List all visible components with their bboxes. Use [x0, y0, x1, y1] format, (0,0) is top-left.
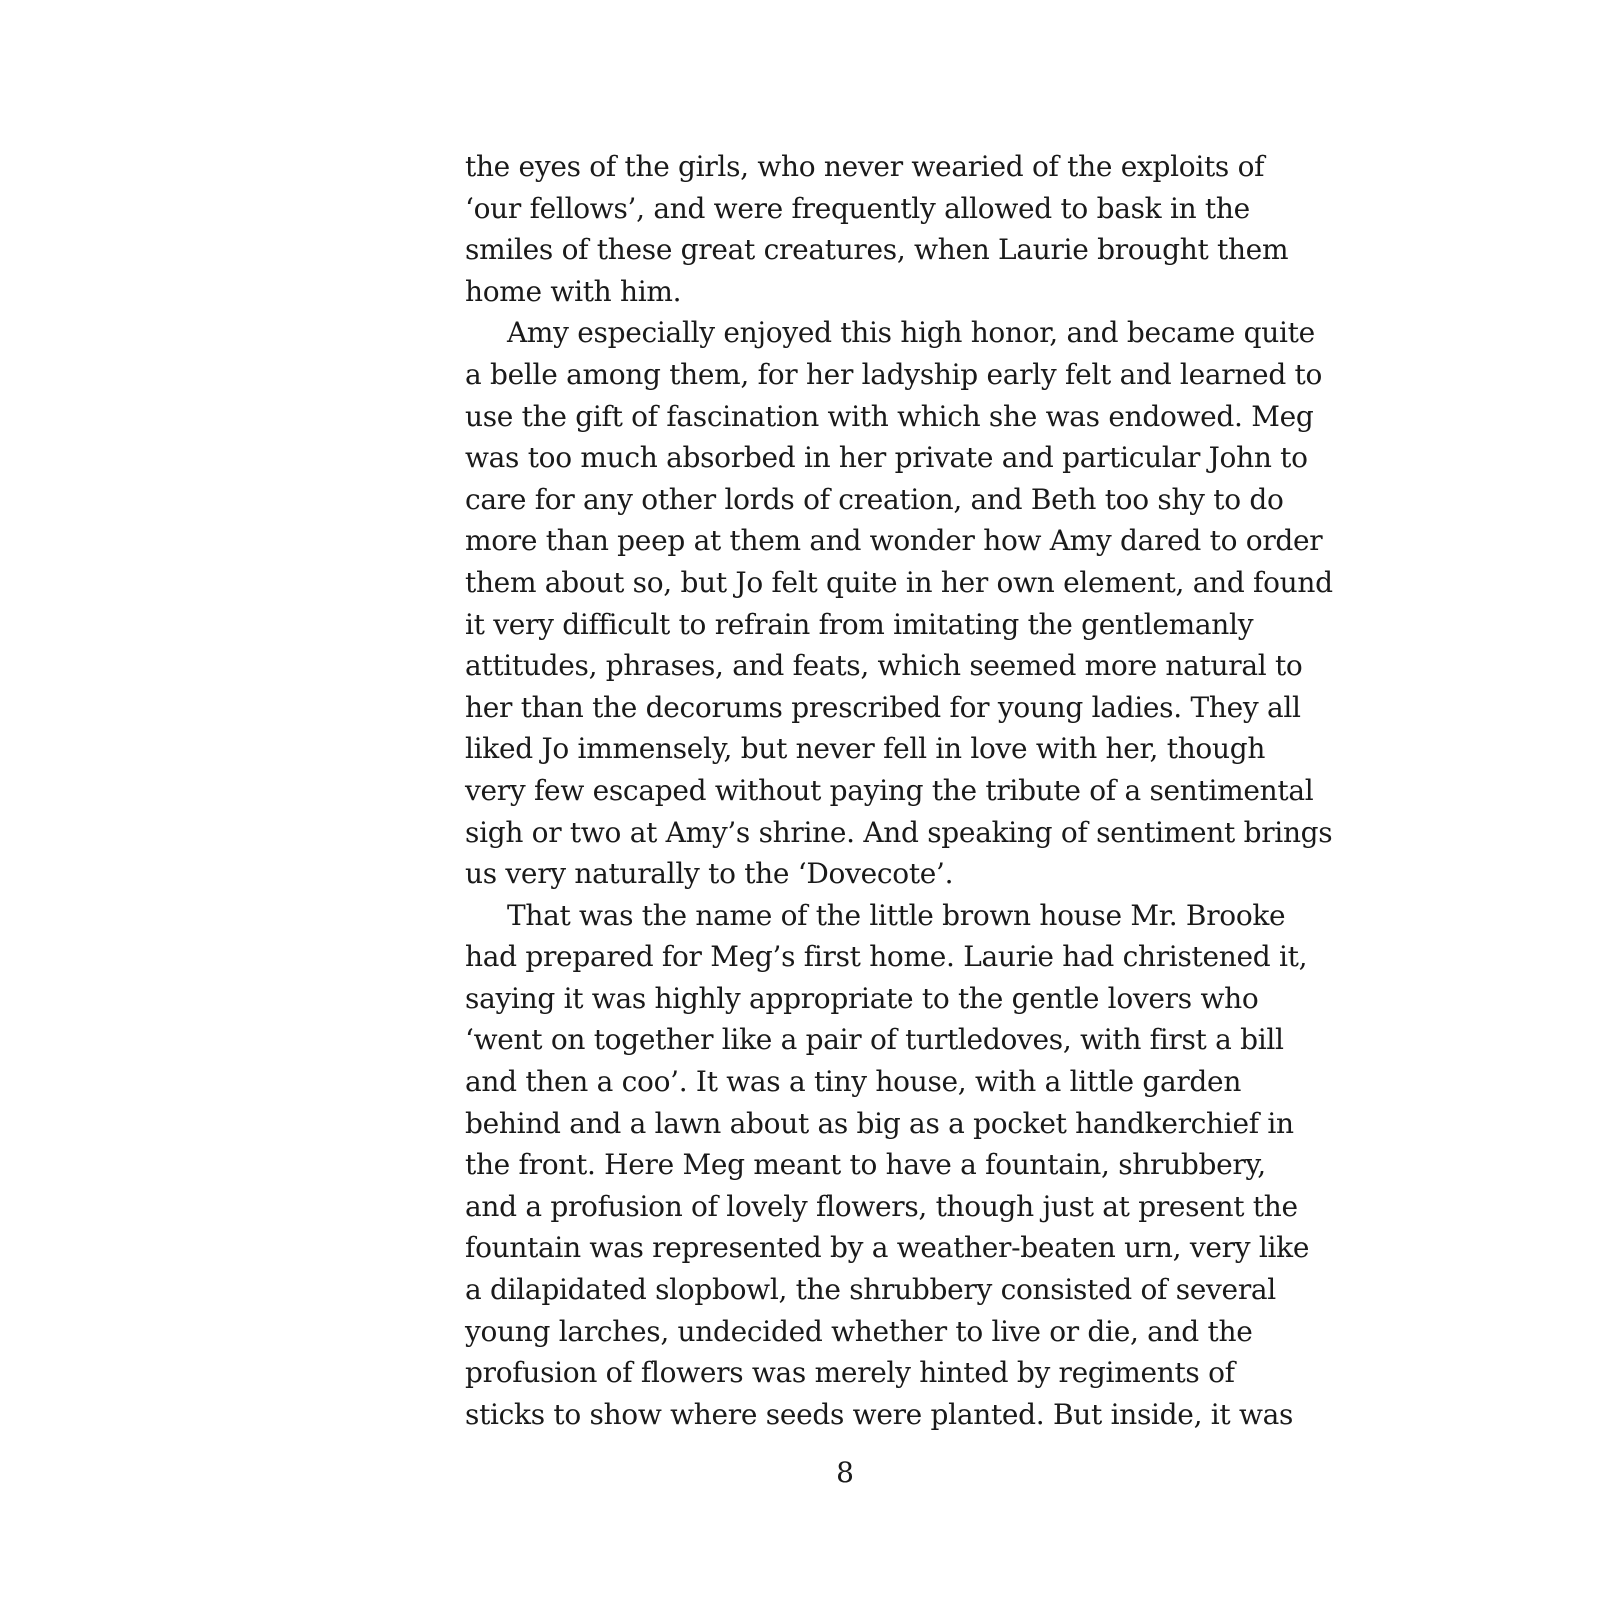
text-line: smiles of these great creatures, when Laurie brought them [465, 233, 1289, 267]
text-line: her than the decorums prescribed for young ladies. They all [465, 690, 1301, 724]
body-text [465, 146, 1333, 1435]
text-line: That was the name of the little brown house Mr. Brooke [507, 898, 1286, 932]
text-line: liked Jo immensely, but never fell in love with her, though [465, 732, 1266, 766]
text-line: ‘our fellows’, and were frequently allowed to bask in the [465, 191, 1250, 225]
text-line: a belle among them, for her ladyship early felt and learned to [465, 357, 1323, 391]
text-line: home with him. [465, 274, 682, 308]
text-line: and then a coo’. It was a tiny house, with a little garden [465, 1065, 1242, 1099]
text-line: the front. Here Meg meant to have a fountain, shrubbery, [465, 1148, 1266, 1182]
text-line: sticks to show where seeds were planted. But inside, it was [465, 1397, 1294, 1431]
text-line: very few escaped without paying the tribute of a sentimental [465, 773, 1314, 807]
text-line: was too much absorbed in her private and particular John to [465, 441, 1308, 475]
text-line: more than peep at them and wonder how Amy dared to order [465, 524, 1323, 558]
page-number: 8 [836, 1456, 854, 1489]
text-line: a dilapidated slopbowl, the shrubbery consisted of several [465, 1273, 1276, 1307]
text-line: it very difficult to refrain from imitating the gentlemanly [465, 607, 1254, 641]
text-line: behind and a lawn about as big as a pocket handkerchief in [465, 1106, 1294, 1140]
text-line: care for any other lords of creation, and Beth too shy to do [465, 482, 1284, 516]
text-line: us very naturally to the ‘Dovecote’. [465, 857, 954, 891]
text-line: and a profusion of lovely flowers, though just at present the [465, 1189, 1298, 1223]
text-line: had prepared for Meg’s first home. Laurie had christened it, [465, 940, 1308, 974]
text-line: sigh or two at Amy’s shrine. And speaking of sentiment brings [465, 815, 1333, 849]
text-line: Amy especially enjoyed this high honor, and became quite [507, 316, 1315, 350]
text-line: fountain was represented by a weather-beaten urn, very like [465, 1231, 1310, 1265]
text-line: ‘went on together like a pair of turtledoves, with first a bill [465, 1023, 1284, 1057]
text-line: the eyes of the girls, who never wearied of the exploits of [465, 150, 1265, 183]
text-line: attitudes, phrases, and feats, which seemed more natural to [465, 649, 1303, 683]
text-line: young larches, undecided whether to live or die, and the [465, 1314, 1253, 1348]
text-line: profusion of flowers was merely hinted by regiments of [465, 1356, 1235, 1390]
text-line: saying it was highly appropriate to the gentle lovers who [465, 981, 1259, 1015]
text-line: them about so, but Jo felt quite in her own element, and found [465, 565, 1333, 599]
text-line: use the gift of fascination with which she was endowed. Meg [465, 399, 1314, 433]
